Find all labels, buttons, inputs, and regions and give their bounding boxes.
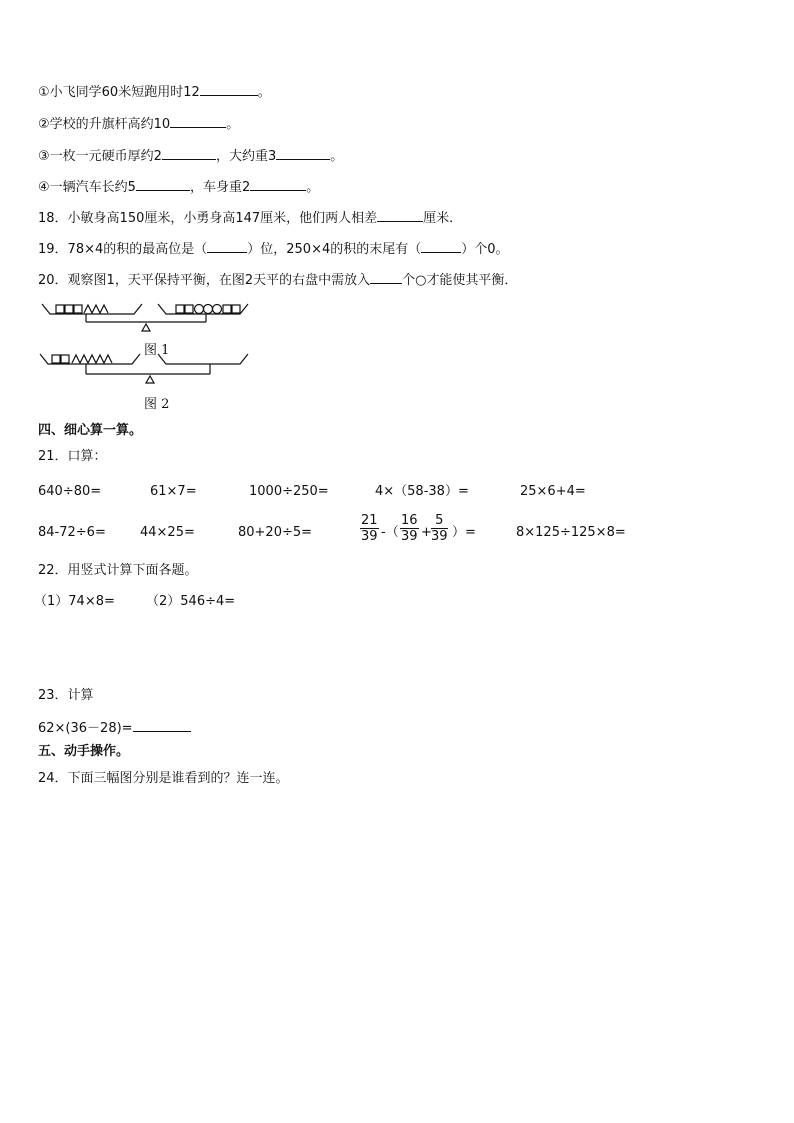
fraction-16-39: $\frac{16}{39}$ bbox=[401, 513, 418, 544]
answer-blank[interactable] bbox=[162, 147, 216, 160]
q21-title: 21．口算： bbox=[38, 449, 107, 464]
oral-calc-item: 25×6+4= bbox=[520, 484, 586, 499]
answer-blank[interactable] bbox=[276, 147, 330, 160]
fulcrum-1 bbox=[142, 324, 150, 331]
q17-item-1: ①小飞同学60米短跑用时12 。 bbox=[38, 85, 271, 100]
oral-calc-item: 44×25= bbox=[140, 525, 195, 540]
oral-calc-item: 4×（58-38）= bbox=[375, 484, 469, 499]
answer-blank[interactable] bbox=[170, 115, 226, 128]
figure-1-label: 图 1 bbox=[144, 343, 170, 358]
oral-calc-item: 640÷80= bbox=[38, 484, 102, 499]
oral-calc-item: 1000÷250= bbox=[249, 484, 329, 499]
square-shape bbox=[74, 305, 82, 313]
square-shape bbox=[223, 305, 231, 313]
q17-item-3: ③一枚一元硬币厚约2 ，大约重3 。 bbox=[38, 149, 344, 164]
q23-expr: 62×(36－28)= bbox=[38, 719, 191, 738]
answer-blank[interactable] bbox=[207, 240, 247, 253]
oral-calc-item: 61×7= bbox=[150, 484, 197, 499]
q19: 19．78×4的积的最高位是（ ）位，250×4的积的末尾有（ ）个0。 bbox=[38, 242, 509, 257]
q17-item-4: ④一辆汽车长约5 ，车身重2 。 bbox=[38, 180, 320, 195]
oral-calc-item: 80+20÷5= bbox=[238, 525, 313, 540]
triangle-shapes bbox=[84, 305, 108, 313]
balance-figure bbox=[38, 298, 258, 416]
fraction-5-39: $\frac{5}{39}$ bbox=[431, 513, 448, 544]
answer-blank[interactable] bbox=[421, 240, 461, 253]
q22-part-1: （1）74×8= bbox=[34, 594, 115, 609]
q22-title: 22．用竖式计算下面各题。 bbox=[38, 563, 198, 578]
triangle-shapes bbox=[72, 355, 112, 363]
q24: 24．下面三幅图分别是谁看到的？连一连。 bbox=[38, 771, 289, 786]
section-5-title: 五、动手操作。 bbox=[38, 744, 130, 759]
circle-shape bbox=[204, 305, 213, 314]
square-shape bbox=[65, 305, 73, 313]
answer-blank[interactable] bbox=[377, 209, 423, 222]
figure-2-label: 图 2 bbox=[144, 397, 170, 412]
square-shape bbox=[185, 305, 193, 313]
balance-2 bbox=[40, 354, 248, 383]
square-shape bbox=[52, 355, 60, 363]
q23-title: 23．计算 bbox=[38, 688, 94, 703]
answer-blank[interactable] bbox=[370, 271, 402, 284]
q22-part-2: （2）546÷4= bbox=[146, 594, 236, 609]
fraction-operator: + bbox=[421, 525, 432, 540]
oral-calc-item: 8×125÷125×8= bbox=[516, 525, 626, 540]
circle-shape bbox=[195, 305, 204, 314]
q17-item-4-text: ④一辆汽车长约5 bbox=[38, 180, 136, 195]
answer-blank[interactable] bbox=[133, 719, 191, 732]
square-shape bbox=[176, 305, 184, 313]
section-4-title: 四、细心算一算。 bbox=[38, 423, 143, 438]
answer-blank[interactable] bbox=[136, 178, 190, 191]
answer-blank[interactable] bbox=[250, 178, 306, 191]
answer-blank[interactable] bbox=[200, 83, 258, 96]
fraction-operator: ）= bbox=[452, 525, 476, 540]
oral-calc-item: 84-72÷6= bbox=[38, 525, 106, 540]
q17-item-1-text: ①小飞同学60米短跑用时12 bbox=[38, 85, 200, 100]
q18: 18．小敏身高150厘米，小勇身高147厘米，他们两人相差 厘米． bbox=[38, 211, 463, 226]
balance-1 bbox=[42, 304, 248, 331]
fraction-21-39: $\frac{21}{39}$ bbox=[361, 513, 378, 544]
fraction-operator: -（ bbox=[381, 525, 399, 540]
q17-item-2: ②学校的升旗杆高约10 。 bbox=[38, 117, 240, 132]
fulcrum-2 bbox=[146, 376, 154, 383]
right-pan-2 bbox=[158, 354, 248, 364]
square-shape bbox=[61, 355, 69, 363]
q17-item-2-text: ②学校的升旗杆高约10 bbox=[38, 117, 171, 132]
q20: 20．观察图1，天平保持平衡，在图2天平的右盘中需放入 个○才能使其平衡． bbox=[38, 273, 518, 288]
circle-shape bbox=[213, 305, 222, 314]
square-shape bbox=[232, 305, 240, 313]
square-shape bbox=[56, 305, 64, 313]
q17-item-3-text: ③一枚一元硬币厚约2 bbox=[38, 149, 162, 164]
